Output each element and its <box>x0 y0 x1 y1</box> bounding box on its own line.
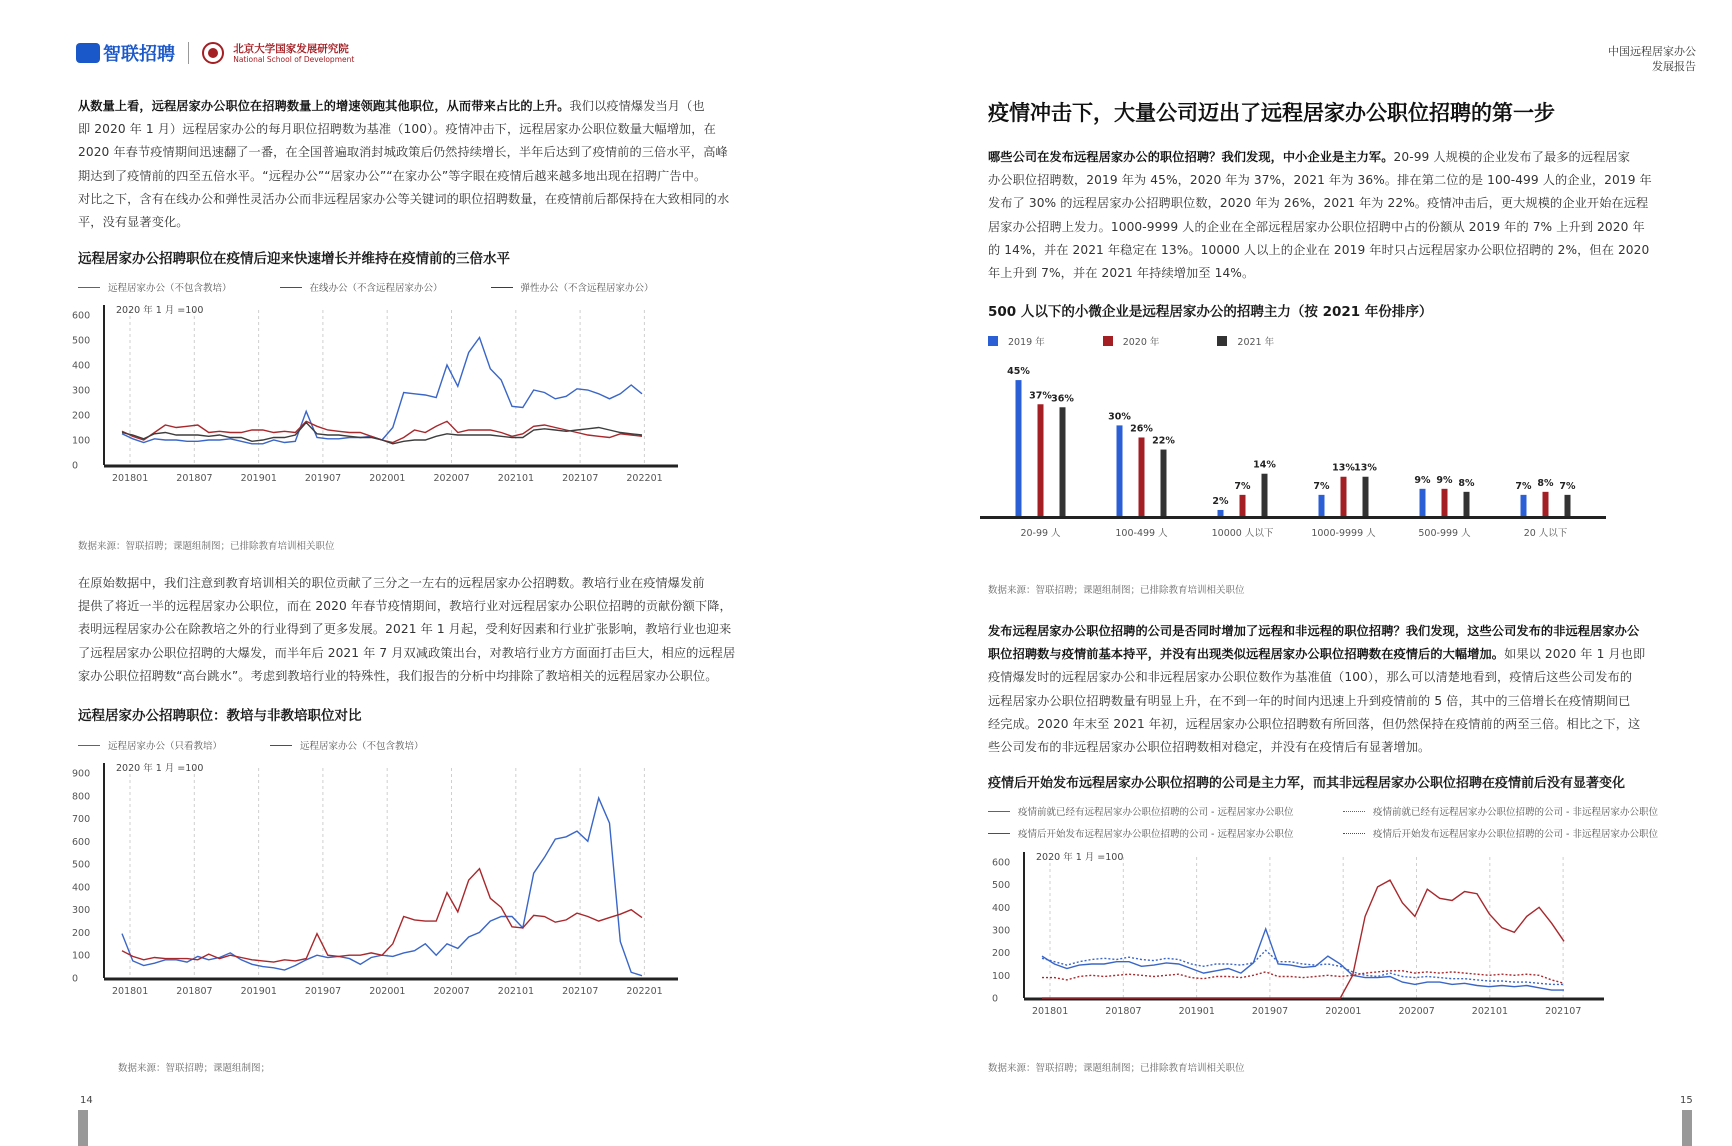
report-title-line1: 中国远程居家办公 <box>1608 45 1696 58</box>
legend-item <box>988 804 1343 818</box>
right-para1-bold: 哪些公司在发布远程居家办公的职位招聘？我们发现，中小企业是主力军。 <box>988 150 1394 164</box>
chart1-title: 远程居家办公招聘职位在疫情后迎来快速增长并维持在疫情前的三倍水平 <box>78 251 510 267</box>
legend-label: 疫情后开始发布远程居家办公职位招聘的公司 - 远程居家办公职位 <box>1018 829 1294 840</box>
bar-value-label: 7% <box>1234 480 1251 492</box>
left-edge-bar <box>78 1110 88 1146</box>
legend-label: 远程居家办公（不包含教培） <box>108 283 232 294</box>
chart3-svg <box>976 355 1696 570</box>
bar-value-label: 30% <box>1108 411 1131 423</box>
y-tick-label: 700 <box>72 814 91 826</box>
bar-value-label: 26% <box>1130 423 1153 435</box>
chart4-title: 疫情后开始发布远程居家办公职位招聘的公司是主力军，而其非远程居家办公职位招聘在疫情前后没有显著变化 <box>988 776 1626 791</box>
text-line: 经完成。2020 年末至 2021 年初，远程居家办公职位招聘数有所回落，但仍然保持在疫情前的两至三倍。相比之下，这 <box>988 716 1641 731</box>
x-tick-label: 202101 <box>1471 1006 1509 1017</box>
x-tick-label: 201801 <box>1032 1006 1069 1017</box>
text-line: 在原始数据中，我们注意到教育培训相关的职位贡献了三分之一左右的远程居家办公招聘数。教培行业在疫情爆发前 <box>78 576 705 590</box>
bar-value-label: 13% <box>1354 462 1377 474</box>
bar-value-label: 14% <box>1253 459 1276 471</box>
bar-value-label: 36% <box>1051 393 1074 405</box>
legend-item <box>280 280 443 294</box>
text-line: 办公职位招聘数，2019 年为 45%，2020 年为 37%，2021 年为 36%。排在第二位的是 100-499 人的企业，2019 年 <box>988 173 1652 188</box>
legend-item <box>1217 334 1274 348</box>
series-line <box>122 869 642 962</box>
bar-value-label: 7% <box>1313 480 1330 492</box>
legend-swatch <box>1217 336 1227 346</box>
legend-label: 疫情前就已经有远程居家办公职位招聘的公司 - 非远程居家办公职位 <box>1373 807 1658 818</box>
x-tick-label: 202101 <box>497 986 535 997</box>
y-tick-label: 100 <box>72 435 91 447</box>
y-tick-label: 300 <box>72 385 91 397</box>
y-tick-label: 0 <box>992 993 999 1005</box>
legend-label: 2019 年 <box>1008 337 1045 348</box>
bar <box>1262 474 1268 516</box>
bar-value-label: 9% <box>1436 474 1453 486</box>
bar-value-label: 7% <box>1515 480 1532 492</box>
left-paragraph-2 <box>78 572 778 688</box>
x-tick-label: 202201 <box>626 473 663 484</box>
legend-swatch <box>988 811 1010 812</box>
header-logos <box>76 40 354 66</box>
legend-item <box>78 280 232 294</box>
left-para1-bold: 从数量上看，远程居家办公职位在招聘数量上的增速领跑其他职位，从而带来占比的上升。 <box>78 99 570 113</box>
x-tick-label: 201807 <box>176 986 213 997</box>
bar <box>1442 489 1448 516</box>
y-tick-label: 500 <box>72 335 91 347</box>
x-tick-label: 201807 <box>1105 1006 1142 1017</box>
right-headline: 疫情冲击下，大量公司迈出了远程居家办公职位招聘的第一步 <box>988 101 1555 125</box>
legend-label: 2020 年 <box>1122 337 1160 348</box>
y-tick-label: 500 <box>992 880 1011 892</box>
legend-item <box>270 738 424 752</box>
x-tick-label: 201801 <box>112 986 149 997</box>
right-edge-bar <box>1682 1110 1692 1146</box>
bar <box>1464 492 1470 516</box>
legend-label: 疫情后开始发布远程居家办公职位招聘的公司 - 非远程居家办公职位 <box>1373 829 1658 840</box>
pku-seal-icon <box>202 42 224 64</box>
y-tick-label: 100 <box>72 950 91 962</box>
right-paragraph-1 <box>988 146 1688 285</box>
y-tick-label: 100 <box>992 970 1011 982</box>
legend-swatch <box>270 745 292 746</box>
bar-value-label: 37% <box>1029 390 1052 402</box>
bar <box>1016 380 1022 516</box>
y-tick-label: 300 <box>992 925 1011 937</box>
chart4-legend <box>988 804 1698 840</box>
page-number-left: 14 <box>80 1095 93 1106</box>
legend-swatch <box>78 745 100 746</box>
bar-value-label: 9% <box>1414 474 1431 486</box>
series-line <box>122 798 642 976</box>
right-paragraph-2 <box>988 620 1694 759</box>
legend-label: 2021 年 <box>1237 337 1275 348</box>
x-tick-label: 201807 <box>176 473 213 484</box>
y-tick-label: 500 <box>72 859 91 871</box>
x-tick-label: 201901 <box>240 473 277 484</box>
x-tick-label: 202107 <box>1545 1006 1582 1017</box>
legend-item <box>1103 334 1160 348</box>
text-line: 如果以 2020 年 1 月也即 <box>1504 647 1646 662</box>
x-tick-label: 202007 <box>1398 1006 1435 1017</box>
y-tick-label: 400 <box>72 882 91 894</box>
bar <box>1038 404 1044 516</box>
legend-item <box>988 334 1045 348</box>
text-line: 发布了 30% 的远程居家办公招聘职位数，2020 年为 26%，2021 年为 22%。疫情冲击后，更大规模的企业开始在远程 <box>988 196 1649 211</box>
text-line: 家办公职位招聘数“高台跳水”。考虑到教培行业的特殊性，我们报告的分析中均排除了教培相关的远程居家办公职位。 <box>78 668 718 683</box>
chart2-source: 数据来源：智联招聘；课题组制图； <box>118 1063 271 1074</box>
chart2-title: 远程居家办公招聘职位：教培与非教培职位对比 <box>78 708 362 724</box>
logo-divider <box>188 42 189 64</box>
bar-value-label: 13% <box>1332 462 1355 474</box>
y-tick-label: 600 <box>992 857 1011 869</box>
y-tick-label: 400 <box>72 360 91 372</box>
legend-swatch <box>491 287 513 288</box>
x-tick-label: 202107 <box>562 473 599 484</box>
y-tick-label: 800 <box>72 791 91 803</box>
y-tick-label: 0 <box>72 460 79 472</box>
chart2-svg <box>70 763 760 1048</box>
chart3-title: 500 人以下的小微企业是远程居家办公的招聘主力（按 2021 年份排序） <box>988 304 1433 320</box>
series-line <box>122 338 642 444</box>
right-page <box>866 0 1732 1146</box>
category-label: 10000 人以下 <box>1211 528 1274 539</box>
chart-note: 2020 年 1 月 =100 <box>116 763 204 774</box>
pku-name-cn: 北京大学国家发展研究院 <box>233 42 349 55</box>
bar <box>1139 437 1145 516</box>
pku-name-en: National School of Development <box>233 54 355 64</box>
text-line: 提供了将近一半的远程居家办公职位，而在 2020 年春节疫情期间，教培行业对远程居家办公职位招聘的贡献份额下降， <box>78 599 732 614</box>
legend-swatch <box>1343 811 1365 812</box>
bar <box>1161 450 1167 516</box>
legend-swatch <box>988 833 1010 834</box>
x-tick-label: 202007 <box>433 986 470 997</box>
x-tick-label: 201901 <box>1178 1006 1215 1017</box>
bar <box>1420 489 1426 516</box>
legend-item <box>1343 826 1698 840</box>
y-tick-label: 200 <box>72 927 91 939</box>
bar-value-label: 8% <box>1458 477 1475 489</box>
chart3-source: 数据来源：智联招聘；课题组制图；已排除教育培训相关职位 <box>988 585 1245 596</box>
text-line: 我们以疫情爆发当月（也 <box>569 99 705 113</box>
category-label: 20 人以下 <box>1523 528 1568 539</box>
legend-swatch <box>280 287 302 288</box>
x-tick-label: 202001 <box>369 473 406 484</box>
chart1-svg <box>70 305 760 515</box>
category-label: 20-99 人 <box>1020 528 1061 539</box>
x-tick-label: 202001 <box>1325 1006 1362 1017</box>
text-line: 的 14%，并在 2021 年稳定在 13%。10000 人以上的企业在 2019 年时只占远程居家办公职位招聘的 2%，但在 2020 <box>988 242 1650 257</box>
bar <box>1341 477 1347 516</box>
x-tick-label: 201907 <box>304 986 342 997</box>
y-tick-label: 200 <box>72 410 91 422</box>
text-line: 对比之下，含有在线办公和弹性灵活办公而非远程居家办公等关键词的职位招聘数量，在疫情前后都保持在大致相同的水 <box>78 191 730 206</box>
legend-item <box>988 826 1343 840</box>
text-line: 2020 年春节疫情期间迅速翻了一番，在全国普遍取消封城政策后仍然持续增长，半年后达到了疫情前的三倍水平，高峰 <box>78 145 728 160</box>
text-line: 即 2020 年 1 月）远程居家办公的每月职位招聘数为基准（100）。疫情冲击下，远程居家办公职位数量大幅增加，在 <box>78 122 716 137</box>
bar <box>1521 495 1527 516</box>
text-line: 期达到了疫情前的四至五倍水平。“远程办公”“居家办公”“在家办公”等字眼在疫情后越来越多地出现在招聘广告中。 <box>78 168 707 183</box>
legend-swatch <box>1343 833 1365 834</box>
text-line: 了远程居家办公职位招聘的大爆发，而半年后 2021 年 7 月双减政策出台，对教培行业方方面面打击巨大，相应的远程居 <box>78 645 736 660</box>
y-tick-label: 900 <box>72 768 91 780</box>
chart-note: 2020 年 1 月 =100 <box>116 305 204 316</box>
bar <box>1543 492 1549 516</box>
legend-label: 疫情前就已经有远程居家办公职位招聘的公司 - 远程居家办公职位 <box>1018 807 1294 818</box>
bar <box>1363 477 1369 516</box>
bar-value-label: 22% <box>1152 435 1175 447</box>
y-tick-label: 200 <box>992 948 1011 960</box>
page-number-right: 15 <box>1680 1095 1693 1106</box>
chart-note: 2020 年 1 月 =100 <box>1036 852 1124 863</box>
bar <box>1565 495 1571 516</box>
legend-swatch <box>78 287 100 288</box>
text-line: 表明远程居家办公在除教培之外的行业得到了更多发展。2021 年 1 月起，受利好因素和行业扩张影响，教培行业也迎来 <box>78 622 732 637</box>
legend-label: 远程居家办公（不包含教培） <box>300 741 424 752</box>
text-line: 平，没有显著变化。 <box>78 215 189 230</box>
series-line <box>1042 971 1564 984</box>
legend-label: 远程居家办公（只看教培） <box>108 741 223 752</box>
legend-item <box>491 280 654 294</box>
text-line: 职位招聘数与疫情前基本持平，并没有出现类似远程居家办公职位招聘数在疫情后的大幅增加。 <box>988 647 1505 662</box>
pku-logo <box>233 43 354 64</box>
text-line: 20-99 人规模的企业发布了最多的远程居家 <box>1393 150 1630 164</box>
x-tick-label: 201901 <box>240 986 277 997</box>
chart4-svg <box>976 852 1696 1047</box>
x-tick-label: 202101 <box>497 473 535 484</box>
bar-value-label: 7% <box>1559 480 1576 492</box>
chart2-legend <box>78 738 424 752</box>
x-tick-label: 202201 <box>626 986 663 997</box>
y-tick-label: 600 <box>72 836 91 848</box>
bar <box>1060 407 1066 516</box>
category-label: 1000-9999 人 <box>1311 528 1376 539</box>
legend-label: 在线办公（不含远程居家办公） <box>309 283 443 294</box>
x-tick-label: 202107 <box>562 986 599 997</box>
chart4-source: 数据来源：智联招聘；课题组制图；已排除教育培训相关职位 <box>988 1063 1245 1074</box>
x-tick-label: 202007 <box>433 473 470 484</box>
legend-swatch <box>1103 336 1113 346</box>
category-label: 500-999 人 <box>1418 528 1471 539</box>
text-line: 年上升到 7%，并在 2021 年持续增加至 14%。 <box>988 266 1255 281</box>
bar <box>1240 495 1246 516</box>
report-title-line2: 发展报告 <box>1652 60 1696 73</box>
category-label: 100-499 人 <box>1115 528 1168 539</box>
y-tick-label: 0 <box>72 973 79 985</box>
legend-label: 弹性办公（不含远程居家办公） <box>520 283 654 294</box>
zhaopin-logo-text: 智联招聘 <box>103 44 175 65</box>
text-line: 居家办公招聘上发力。1000-9999 人的企业在全部远程居家办公职位招聘中占的份额从 2019 年的 7% 上升到 2020 年 <box>988 219 1645 234</box>
chart1-source: 数据来源：智联招聘；课题组制图；已排除教育培训相关职位 <box>78 541 335 552</box>
zhaopin-logo-icon <box>76 43 100 63</box>
legend-item <box>78 738 222 752</box>
bar-value-label: 2% <box>1212 495 1229 507</box>
bar <box>1117 425 1123 516</box>
chart1-legend <box>78 280 654 294</box>
bar-value-label: 8% <box>1537 477 1554 489</box>
chart3-legend <box>988 334 1274 348</box>
x-tick-label: 201907 <box>304 473 342 484</box>
bar <box>1319 495 1325 516</box>
bar-value-label: 45% <box>1007 366 1030 378</box>
report-title-header <box>1608 44 1696 74</box>
x-tick-label: 202001 <box>369 986 406 997</box>
text-line: 些公司发布的非远程居家办公职位招聘数相对稳定，并没有在疫情后有显著增加。 <box>988 740 1431 755</box>
y-tick-label: 600 <box>72 310 91 322</box>
legend-item <box>1343 804 1698 818</box>
y-tick-label: 400 <box>992 902 1011 914</box>
left-paragraph-1 <box>78 95 778 234</box>
legend-swatch <box>988 336 998 346</box>
x-tick-label: 201801 <box>112 473 149 484</box>
text-line: 疫情爆发时的远程居家办公和非远程居家办公职位数作为基准值（100），那么可以清楚地看到，疫情后这些公司发布的 <box>988 670 1633 685</box>
text-line: 发布远程居家办公职位招聘的公司是否同时增加了远程和非远程的职位招聘？我们发现，这些公司发布的非远程居家办公 <box>988 624 1640 638</box>
text-line: 远程居家办公职位招聘数量有明显上升，在不到一年的时间内迅速上升到疫情前的 5 倍，其中的三倍增长在疫情期间已 <box>988 693 1631 708</box>
bar <box>1218 510 1224 516</box>
y-tick-label: 300 <box>72 905 91 917</box>
x-tick-label: 201907 <box>1251 1006 1289 1017</box>
